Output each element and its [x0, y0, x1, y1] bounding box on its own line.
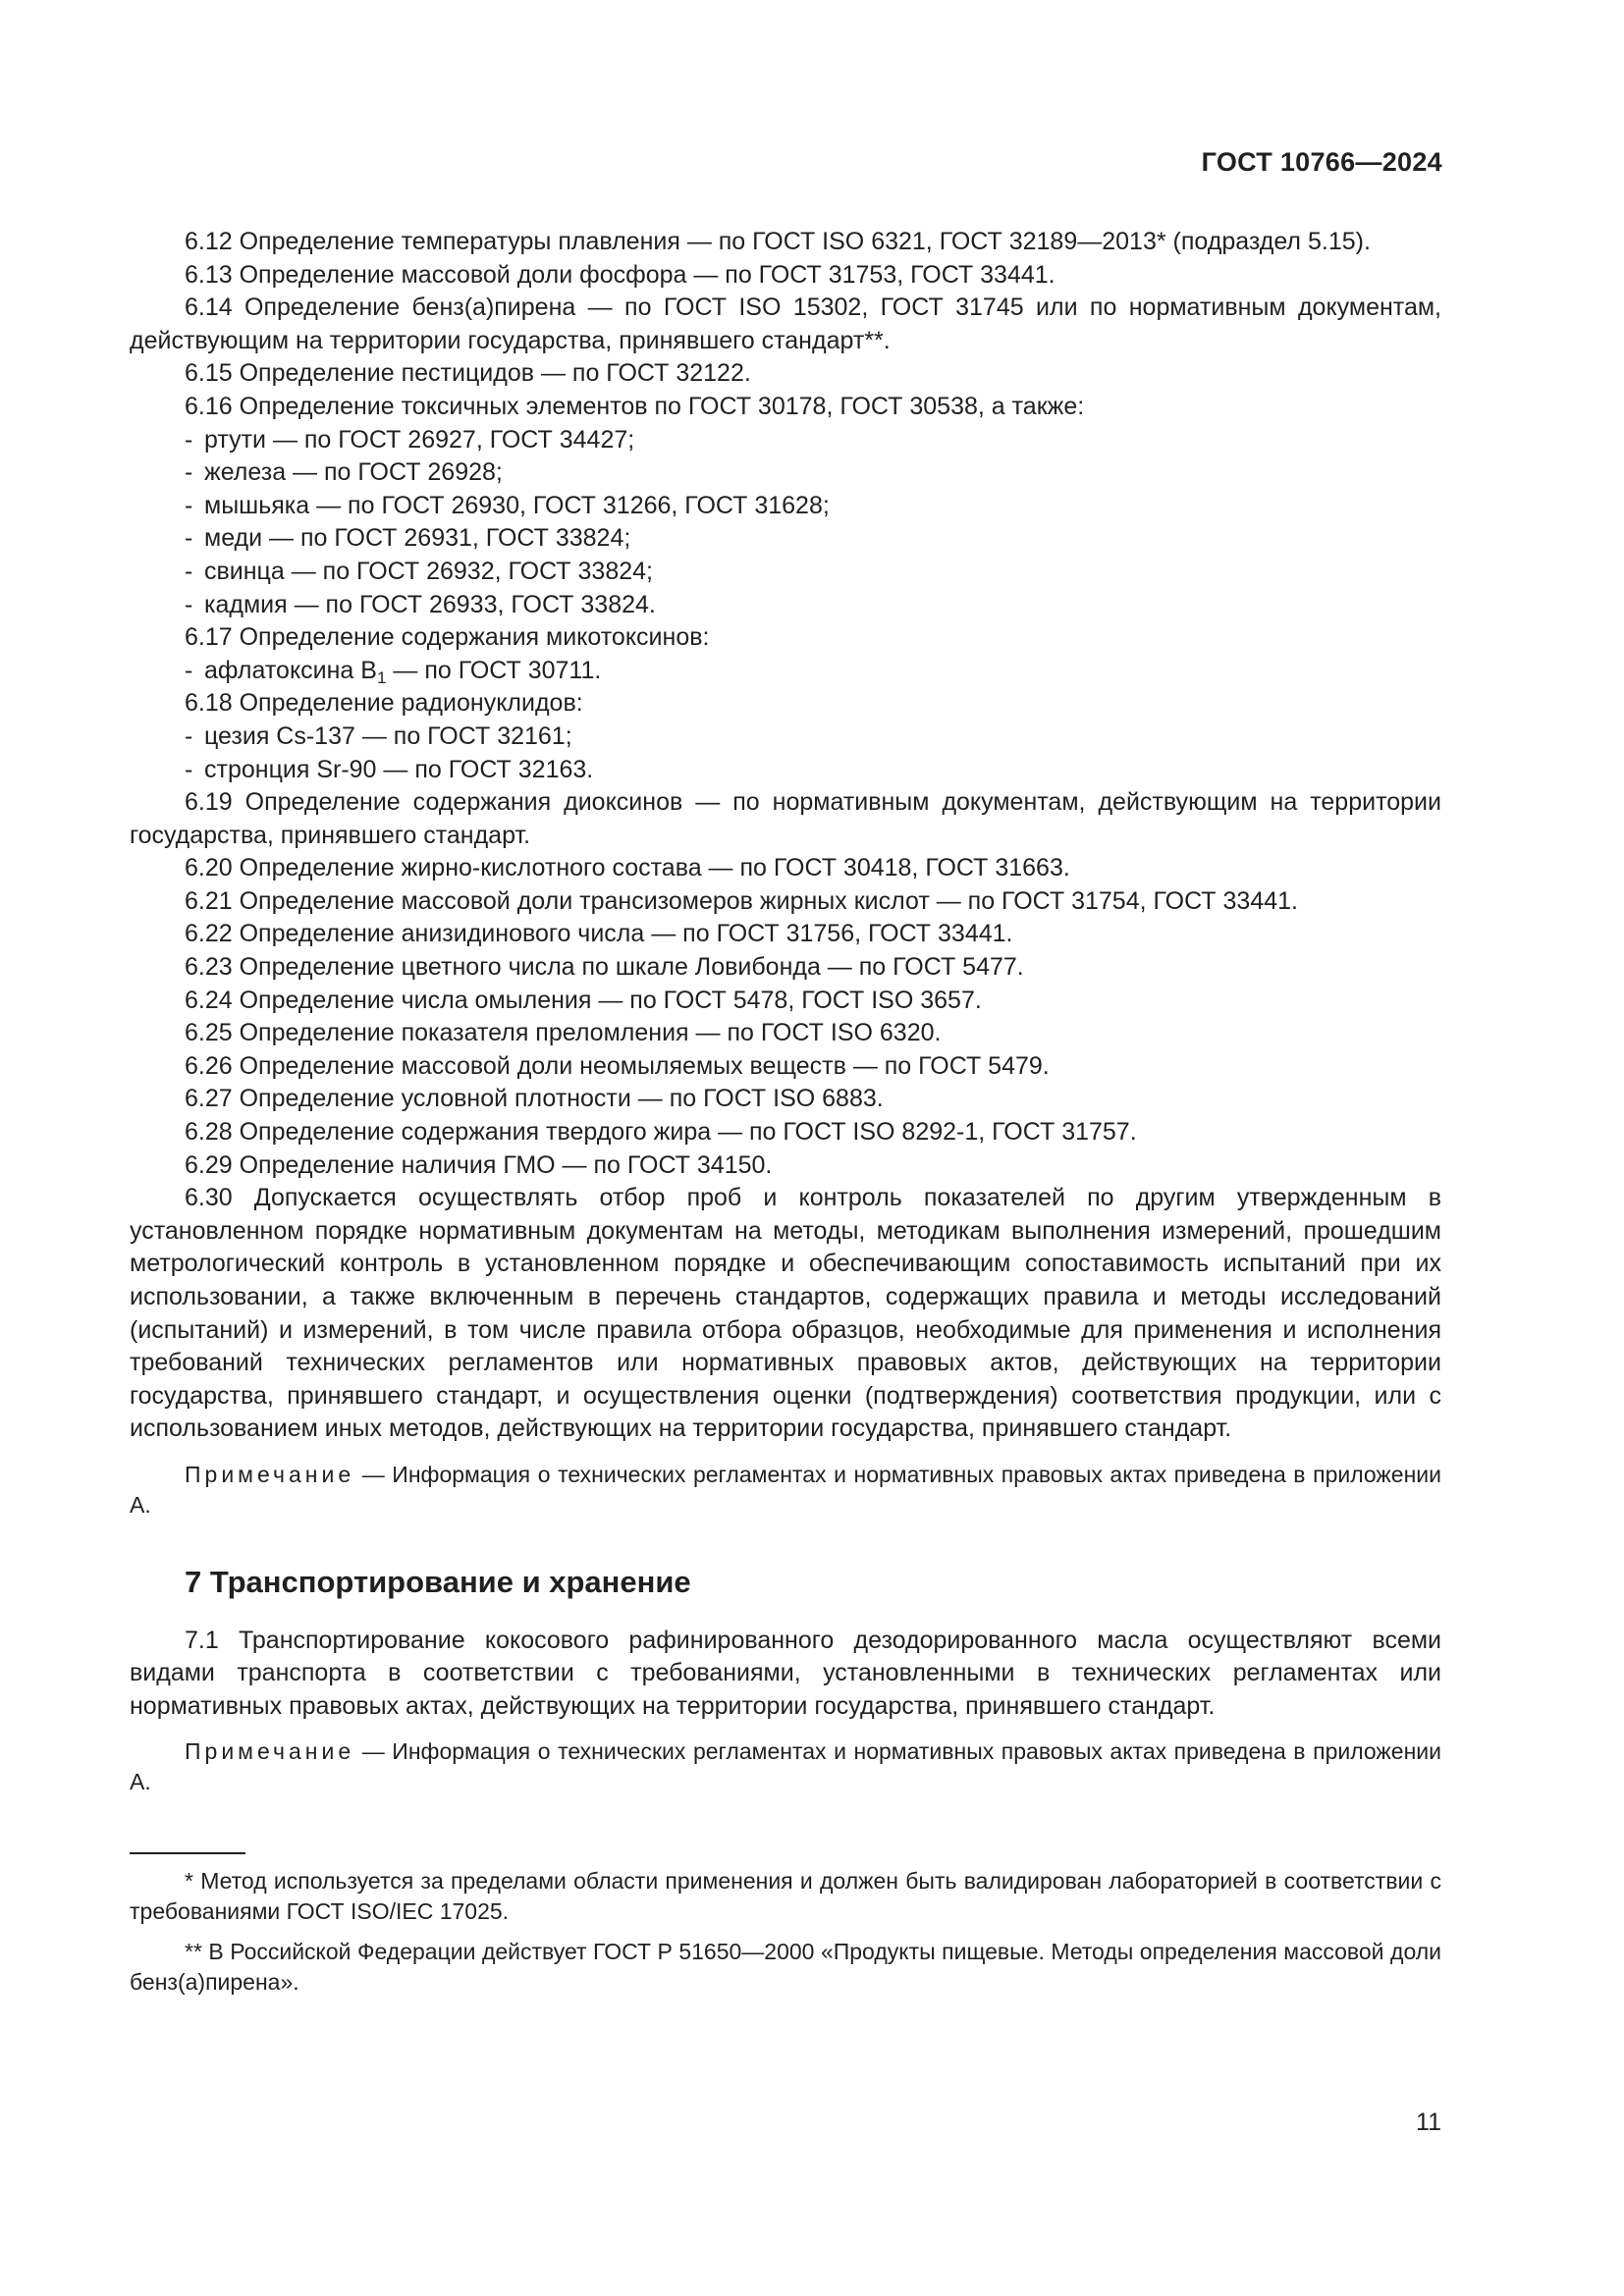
list-item-text: ртути — по ГОСТ 26927, ГОСТ 34427; [204, 425, 635, 454]
clause-7-1: 7.1 Транспортирование кокосового рафинированного дезодорированного масла осуществляют всеми видами транспорта в соответствии с требованиями, установленными в технических регламентах или нормативных правовых актах, действующих на территории государства, принявшего стандарт. [130, 1626, 1441, 1720]
clause-6-21: 6.21 Определение массовой доли трансизомеров жирных кислот — по ГОСТ 31754, ГОСТ 33441. [185, 886, 1298, 915]
document-header: ГОСТ 10766—2024 [1201, 147, 1442, 177]
clause-6-27: 6.27 Определение условной плотности — по ГОСТ ISO 6883. [185, 1085, 884, 1113]
clause-6-29: 6.29 Определение наличия ГМО — по ГОСТ 34150. [185, 1150, 773, 1179]
clause-6-24: 6.24 Определение числа омыления — по ГОСТ 5478, ГОСТ ISO 3657. [185, 986, 982, 1014]
list-item: - кадмия — по ГОСТ 26933, ГОСТ 33824. [185, 590, 656, 618]
list-item-text: кадмия — по ГОСТ 26933, ГОСТ 33824. [204, 590, 656, 618]
footnote-2: ** В Российской Федерации действует ГОСТ Р 51650—2000 «Продукты пищевые. Методы определения массовой доли бенз(а)пирена». [130, 1939, 1441, 1996]
footnote-divider [130, 1852, 245, 1854]
list-item: - афлатоксина $B_1$ — по ГОСТ 30711. [185, 656, 602, 687]
list-item: - стронция Sr-90 — по ГОСТ 32163. [185, 755, 594, 783]
note-section-7 [130, 1736, 1441, 1797]
page-body [130, 226, 1441, 2007]
list-item: - ртути — по ГОСТ 26927, ГОСТ 34427; [185, 425, 635, 454]
list-item-text: свинца — по ГОСТ 26932, ГОСТ 33824; [204, 557, 653, 585]
note-section-6 [130, 1460, 1441, 1521]
list-item-text: стронция Sr-90 — по ГОСТ 32163. [204, 755, 594, 783]
list-item: - железа — по ГОСТ 26928; [185, 458, 503, 487]
clause-6-20: 6.20 Определение жирно-кислотного состава — по ГОСТ 30418, ГОСТ 31663. [185, 854, 1070, 882]
list-item: - цезия Cs-137 — по ГОСТ 32161; [185, 721, 572, 750]
clause-6-28: 6.28 Определение содержания твердого жира — по ГОСТ ISO 8292-1, ГОСТ 31757. [185, 1118, 1137, 1147]
clause-6-19: 6.19 Определение содержания диоксинов — по нормативным документам, действующим на территории государства, принявшего стандарт. [130, 788, 1441, 849]
list-item: - мышьяка — по ГОСТ 26930, ГОСТ 31266, ГОСТ 31628; [185, 491, 830, 519]
footnote-1: * Метод используется за пределами области применения и должен быть валидирован лабораторией в соответствии с требованиями ГОСТ ISO/IEC 17025. [130, 1868, 1441, 1925]
list-item: - свинца — по ГОСТ 26932, ГОСТ 33824; [185, 557, 653, 585]
clause-6-22: 6.22 Определение анизидинового числа — по ГОСТ 31756, ГОСТ 33441. [185, 920, 1013, 948]
note-text: — Информация о технических регламентах и нормативных правовых актах приведена в приложении А. [130, 1461, 1441, 1518]
clause-6-12: 6.12 Определение температуры плавления — по ГОСТ ISO 6321, ГОСТ 32189—2013* (подраздел 5.15). [185, 228, 1371, 255]
list-item-text: — по ГОСТ 30711. [386, 656, 602, 684]
clause-6-17: 6.17 Определение содержания микотоксинов: [185, 623, 710, 652]
list-item-text: мышьяка — по ГОСТ 26930, ГОСТ 31266, ГОСТ 31628; [204, 491, 830, 519]
list-item-text: меди — по ГОСТ 26931, ГОСТ 33824; [204, 524, 631, 553]
clause-6-23: 6.23 Определение цветного числа по шкале Ловибонда — по ГОСТ 5477. [185, 953, 1024, 982]
list-item-text: железа — по ГОСТ 26928; [204, 458, 503, 487]
clause-6-14: 6.14 Определение бенз(а)пирена — по ГОСТ ISO 15302, ГОСТ 31745 или по нормативным документам, действующим на территории государства, принявшего стандарт**. [130, 294, 1441, 354]
clause-6-30: 6.30 Допускается осуществлять отбор проб и контроль показателей по другим утвержденным в установленном порядке нормативным документам на методы, методикам выполнения измерений, прошедшим метрологический контроль в установленном порядке и обеспечивающим сопоставимость испытаний при их использовании, а также включенным в перечень стандартов, содержащих правила и методы исследований (испытаний) и измерений, в том числе правила отбора образцов, необходимые для применения и исполнения требований технических регламентов или нормативных правовых актов, действующих на территории государства, принявшего стандарт, и осуществления оценки (подтверждения) соответствия продукции, или с использованием иных методов, действующих на территории государства, принявшего стандарт. [130, 1184, 1441, 1443]
clause-6-26: 6.26 Определение массовой доли неомыляемых веществ — по ГОСТ 5479. [185, 1051, 1050, 1080]
section-heading-7: 7 Транспортирование и хранение [185, 1564, 691, 1599]
list-item-text: цезия Cs-137 — по ГОСТ 32161; [204, 721, 572, 750]
note-text: — Информация о технических регламентах и нормативных правовых актах приведена в приложении А. [130, 1738, 1441, 1795]
clause-6-13: 6.13 Определение массовой доли фосфора — по ГОСТ 31753, ГОСТ 33441. [185, 260, 1056, 289]
clause-6-18: 6.18 Определение радионуклидов: [185, 689, 583, 718]
list-item-text: афлатоксина B [204, 656, 377, 684]
note-label: Примечание [185, 1461, 355, 1487]
list-item: - меди — по ГОСТ 26931, ГОСТ 33824; [185, 524, 631, 553]
note-label: Примечание [185, 1738, 355, 1765]
clause-6-16: 6.16 Определение токсичных элементов по ГОСТ 30178, ГОСТ 30538, а также: [185, 392, 1085, 420]
subscript: 1 [376, 667, 387, 687]
page-number: 11 [1416, 2109, 1441, 2136]
clause-6-15: 6.15 Определение пестицидов — по ГОСТ 32122. [185, 359, 751, 388]
clause-6-25: 6.25 Определение показателя преломления — по ГОСТ ISO 6320. [185, 1019, 942, 1047]
